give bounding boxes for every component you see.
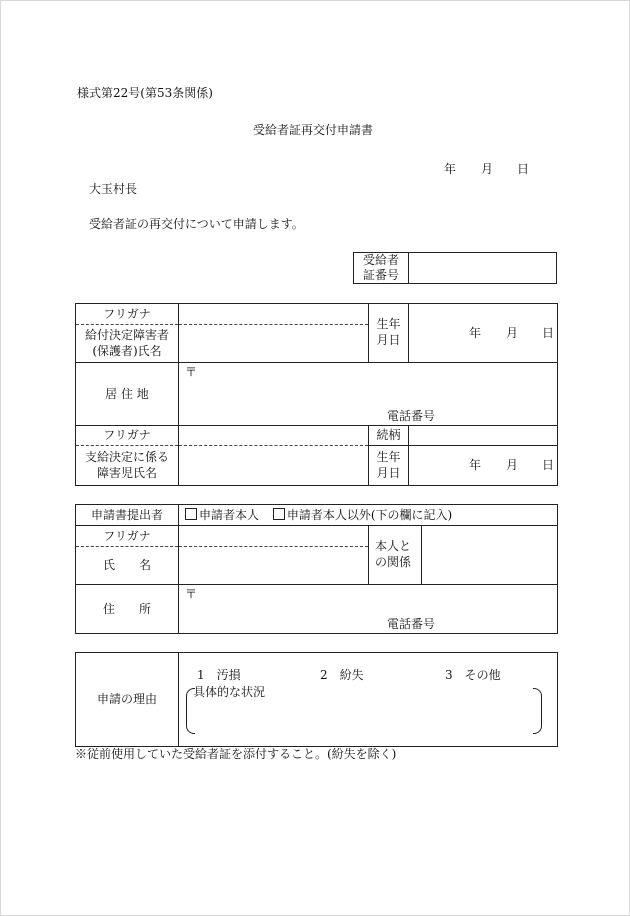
relation-field[interactable] <box>409 426 558 446</box>
reason-option-soiled[interactable]: 1 汚損 <box>197 668 241 682</box>
birth-year-label: 年 <box>469 326 482 340</box>
checkbox-self[interactable] <box>185 508 197 520</box>
submitter-furigana-field[interactable] <box>179 526 369 547</box>
child-birth-month-label: 月 <box>506 458 519 472</box>
cert-label-line2: 証番号 <box>362 268 399 282</box>
reason-detail-label: 具体的な状況 <box>193 685 266 699</box>
furigana-label: フリガナ <box>76 304 179 325</box>
submitter-address-field[interactable] <box>179 585 558 634</box>
birth-day-label: 日 <box>542 326 555 340</box>
child-name-label-line1: 支給決定に係る <box>84 449 169 464</box>
submitter-options <box>179 505 558 526</box>
postal-mark: 〒 <box>185 365 198 379</box>
child-birth-label-line2: 月日 <box>376 465 401 480</box>
submitter-furigana-label: フリガナ <box>76 526 179 547</box>
submitter-name-label: 氏 名 <box>76 547 179 585</box>
recipient-name-label <box>76 325 179 363</box>
date-month-label: 月 <box>481 162 494 176</box>
relation-label: 続柄 <box>369 426 409 446</box>
furigana-field[interactable] <box>179 304 369 325</box>
child-name-label <box>76 446 179 486</box>
cert-number-box <box>353 252 557 284</box>
recipient-name-label-line1: 給付決定障害者 <box>84 328 169 343</box>
phone-label: 電話番号 <box>387 409 436 423</box>
reason-field <box>179 653 558 747</box>
reason-detail-field[interactable] <box>186 685 542 732</box>
birth-month-label: 月 <box>506 326 519 340</box>
child-birth-field[interactable] <box>409 446 558 486</box>
cert-number-field[interactable] <box>409 253 557 284</box>
footnote: ※従前使用していた受給者証を添付すること。(紛失を除く) <box>75 747 397 761</box>
birth-label-line2: 月日 <box>376 333 401 347</box>
application-statement: 受給者証の再交付について申請します。 <box>89 217 304 231</box>
checkbox-other[interactable] <box>273 508 285 520</box>
child-birth-label-line1: 生年 <box>376 449 401 464</box>
birth-date-label <box>369 304 409 363</box>
residence-label: 居 住 地 <box>76 363 179 426</box>
cert-label-line1: 受給者 <box>362 253 399 267</box>
form-title: 受給者証再交付申請書 <box>253 123 374 137</box>
right-bracket <box>533 688 542 734</box>
reason-label: 申請の理由 <box>76 653 179 747</box>
submitter-relation-field[interactable] <box>422 526 558 585</box>
addressee: 大玉村長 <box>89 182 138 196</box>
submitter-relation-label <box>369 526 422 585</box>
birth-date-field[interactable] <box>409 304 558 363</box>
reason-table <box>75 652 558 747</box>
submitter-relation-line1: 本人と <box>375 539 412 554</box>
applicant-table <box>75 303 558 486</box>
submitter-relation-line2: の関係 <box>375 555 412 569</box>
option-other[interactable] <box>273 508 452 522</box>
submitter-label: 申請書提出者 <box>76 505 179 526</box>
cert-number-label <box>354 253 409 284</box>
date-year-label: 年 <box>444 162 457 176</box>
child-birth-label <box>369 446 409 486</box>
child-name-field[interactable] <box>179 446 369 486</box>
submitter-name-field[interactable] <box>179 547 369 585</box>
submitter-phone-label: 電話番号 <box>387 617 436 631</box>
recipient-name-field[interactable] <box>179 325 369 363</box>
child-furigana-field[interactable] <box>179 426 369 446</box>
reason-option-other[interactable]: 3 その他 <box>445 668 501 682</box>
child-furigana-label: フリガナ <box>76 426 179 446</box>
child-birth-day-label: 日 <box>542 458 555 472</box>
reason-option-lost[interactable]: 2 紛失 <box>320 668 364 682</box>
residence-field[interactable] <box>179 363 558 426</box>
submitter-address-label: 住 所 <box>76 585 179 634</box>
birth-label-line1: 生年 <box>376 317 401 332</box>
child-birth-year-label: 年 <box>469 458 482 472</box>
form-number: 様式第22号(第53条関係) <box>77 86 213 100</box>
submitter-table <box>75 504 558 634</box>
submitter-postal-mark: 〒 <box>185 587 198 601</box>
option-self-label: 申請者本人 <box>199 507 260 522</box>
option-self[interactable] <box>185 508 259 522</box>
child-name-label-line2: 障害児氏名 <box>96 465 157 480</box>
option-other-label: 申請者本人以外(下の欄に記入) <box>286 507 453 522</box>
date-day-label: 日 <box>517 162 530 176</box>
left-bracket <box>186 688 195 734</box>
recipient-name-label-line2: (保護者)氏名 <box>92 343 162 358</box>
